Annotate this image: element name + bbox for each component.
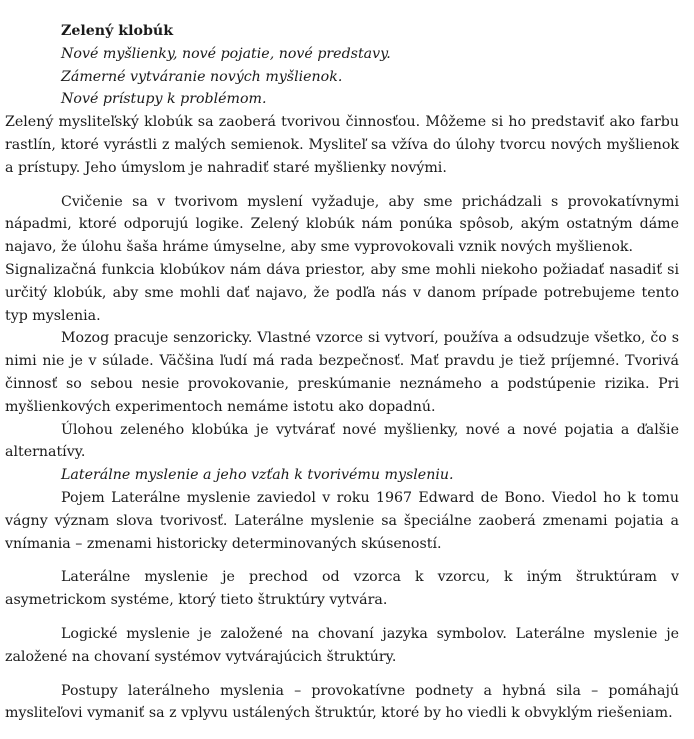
paragraph: Laterálne myslenie je prechod od vzorca k vzorcu, k iným štruktúram v asymetrickom systéme, ktorý tieto štruktúry vytvára. bbox=[5, 569, 679, 609]
document-page bbox=[5, 20, 679, 725]
paragraph: Mozog pracuje senzoricky. Vlastné vzorce si vytvorí, používa a odsudzuje všetko, čo s nimi nie je v súlade. Väčšina ľudí má rada bezpečnosť. Mať pravdu je tiež príjemné. Tvorivá činnosť so sebou nesie provokovanie, preskúmanie neznámeho a podstúpenie rizika. Pri myšlienkových experimentoch nemáme istotu ako dopadnú. bbox=[5, 330, 679, 415]
section-heading: Laterálne myslenie a jeho vzťah k tvorivému mysleniu. bbox=[61, 467, 454, 484]
paragraph: Zelený mysliteľský klobúk sa zaoberá tvorivou činnosťou. Môžeme si ho predstaviť ako farbu rastlín, ktoré vyrástli z malých semienok. Mysliteľ sa vžíva do úlohy tvorcu nových myšlienok a prístupy. Jeho úmyslom je nahradiť staré myšlienky novými. bbox=[5, 114, 679, 176]
document-title: Zelený klobúk bbox=[61, 23, 174, 39]
paragraph: Logické myslenie je založené na chovaní jazyka symbolov. Laterálne myslenie je založené na chovaní systémov vytvárajúcich štruktúry. bbox=[5, 625, 679, 665]
subtitle-line: Zámerné vytváranie nových myšlienok. bbox=[61, 68, 343, 85]
paragraph: Úlohou zeleného klobúka je vytvárať nové myšlienky, nové a nové pojatia a ďalšie alternatívy. bbox=[5, 421, 679, 461]
paragraph: Postupy laterálneho myslenia – provokatívne podnety a hybná sila – pomáhajú mysliteľovi vymaniť sa z vplyvu ustálených štruktúr, ktoré by ho viedli k obvyklým riešeniam. bbox=[5, 682, 679, 722]
subtitle-line: Nové myšlienky, nové pojatie, nové predstavy. bbox=[61, 45, 391, 62]
paragraph: Cvičenie sa v tvorivom myslení vyžaduje, aby sme prichádzali s provokatívnymi nápadmi, ktoré odporujú logike. Zelený klobúk nám ponúka spôsob, akým ostatným dáme najavo, že úlohu šaša hráme úmyselne, aby sme vyprovokovali vznik nových myšlienok. bbox=[5, 193, 679, 256]
paragraph: Pojem Laterálne myslenie zaviedol v roku 1967 Edward de Bono. Viedol ho k tomu vágny význam slova tvorivosť. Laterálne myslenie sa špeciálne zaoberá zmenami pojatia a vnímania – zmenami historicky determinovaných skúseností. bbox=[5, 489, 679, 552]
subtitle-line: Nové prístupy k problémom. bbox=[61, 91, 267, 108]
paragraph: Signalizačná funkcia klobúkov nám dáva priestor, aby sme mohli niekoho požiadať nasadiť si určitý klobúk, aby sme mohli dať najavo, že podľa nás v danom prípade potrebujeme tento typ myslenia. bbox=[5, 261, 679, 324]
